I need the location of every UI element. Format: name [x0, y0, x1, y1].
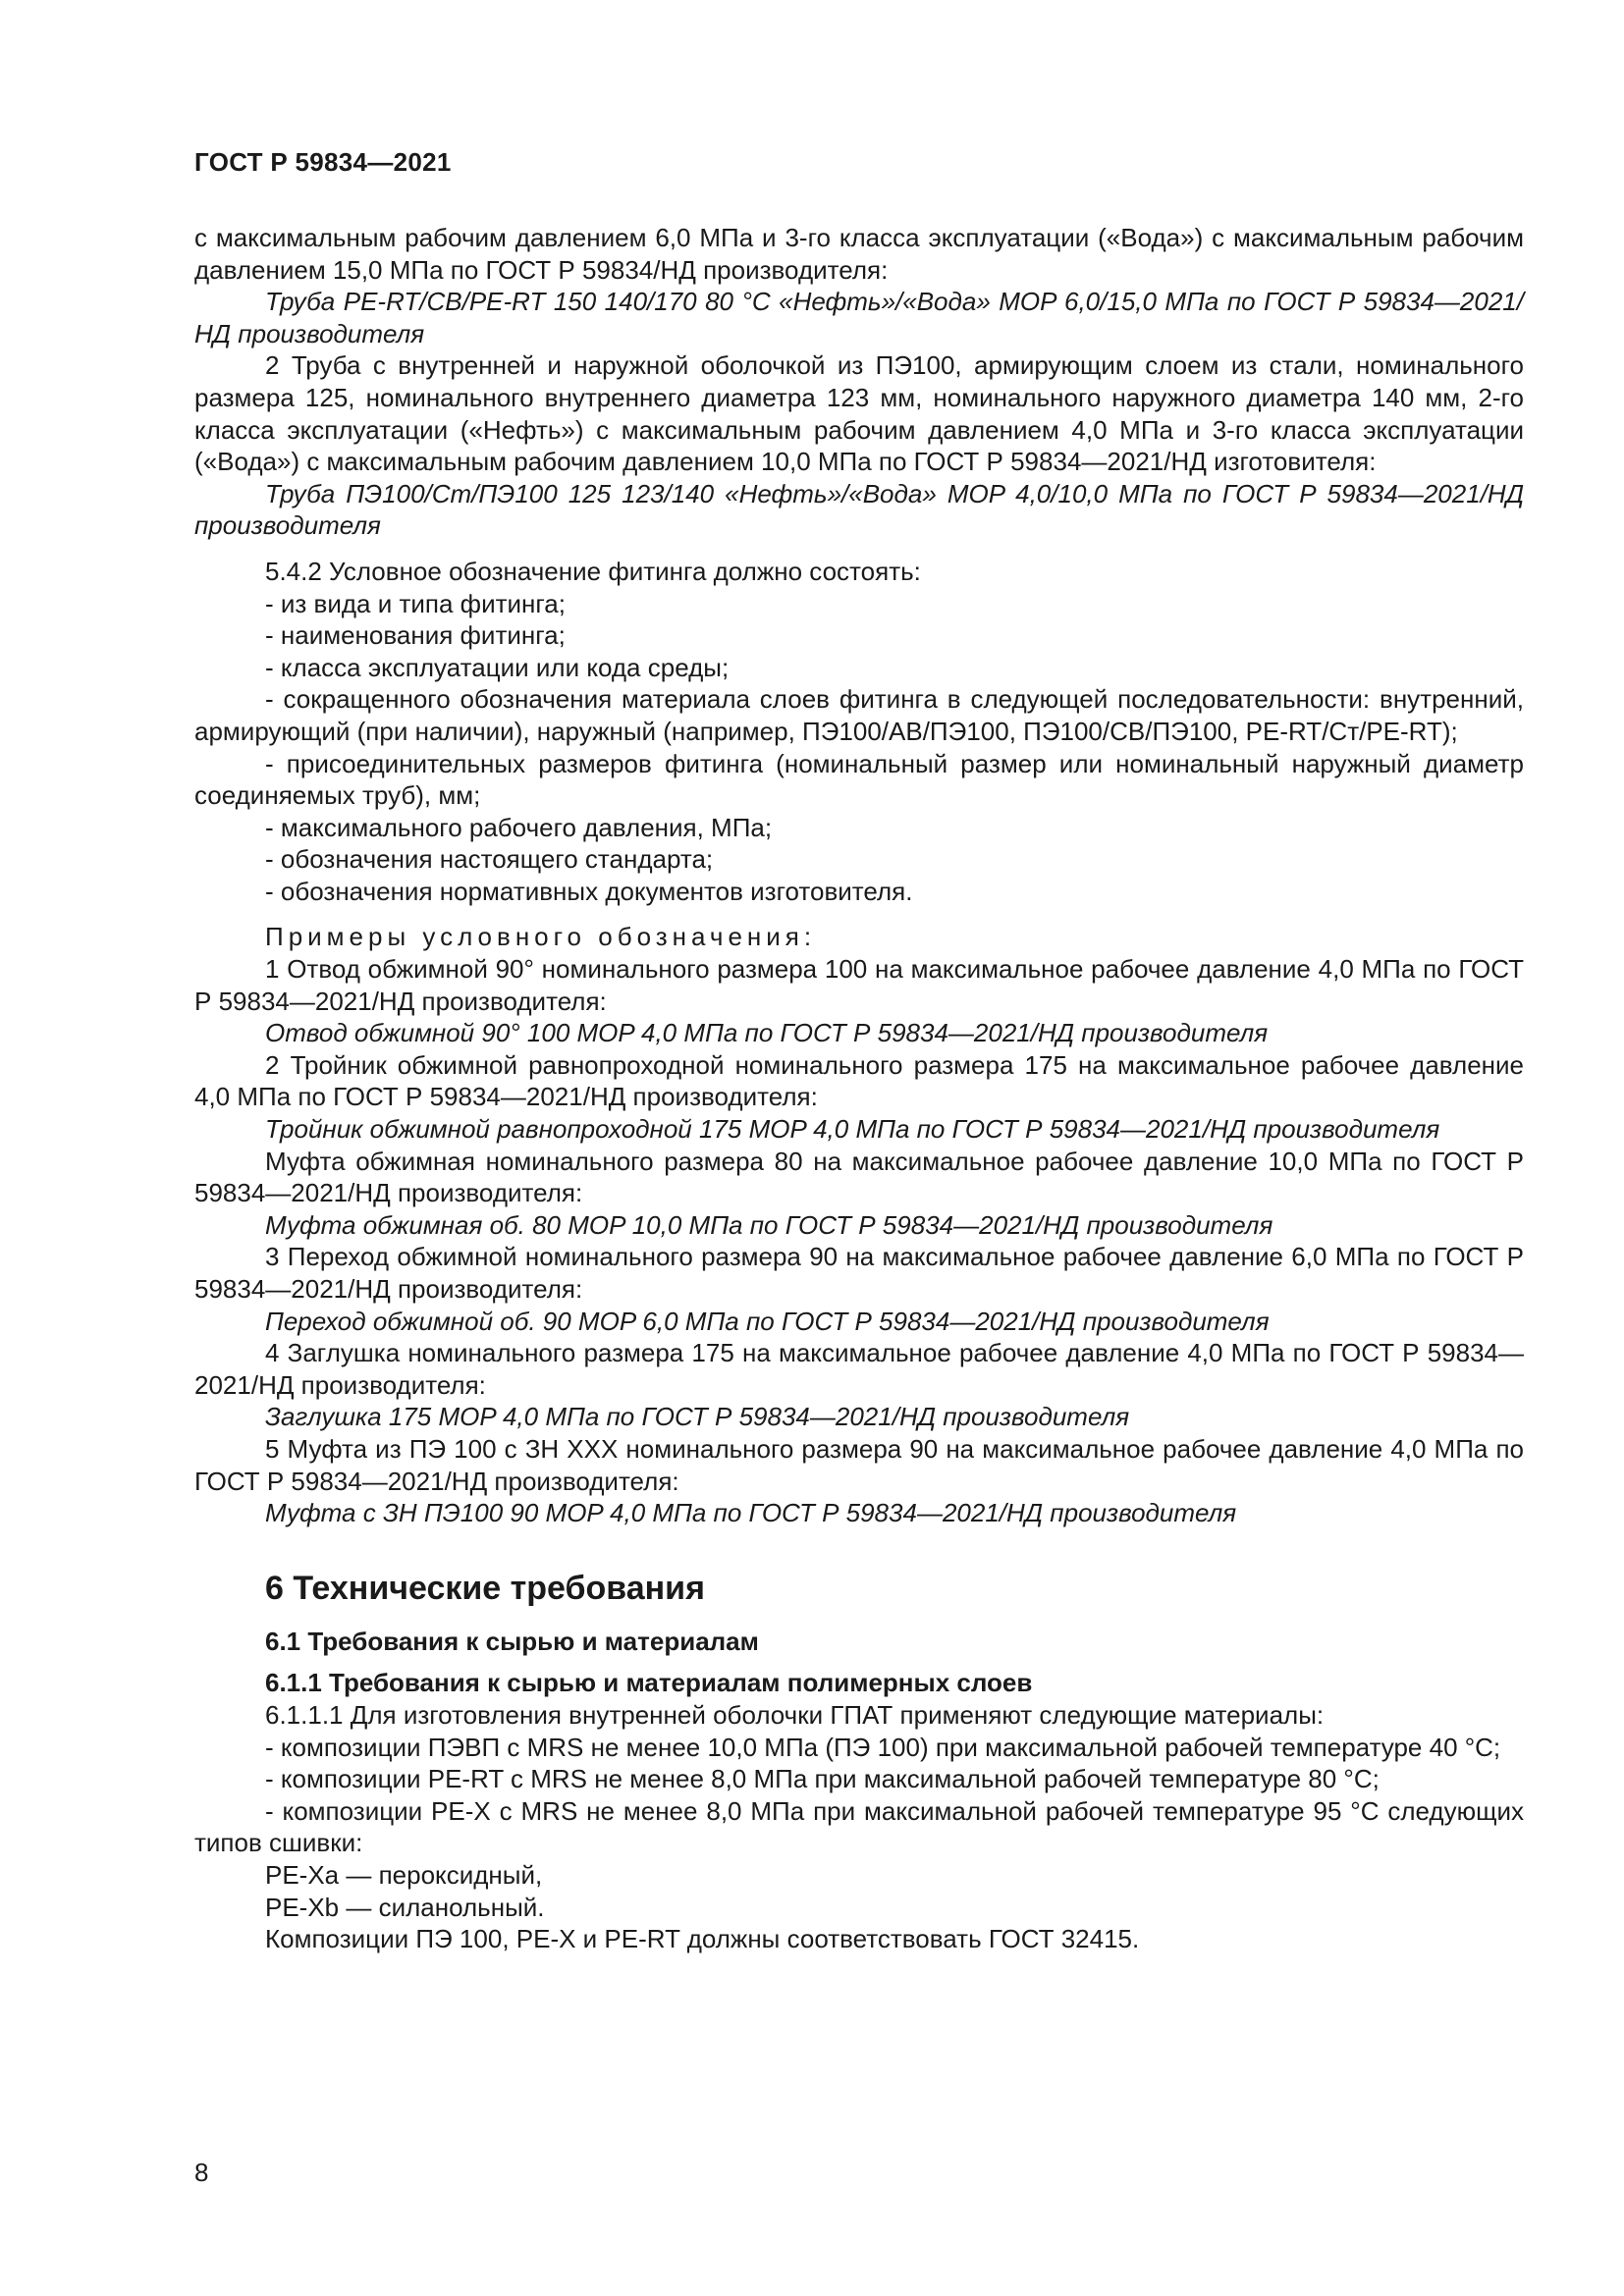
paragraph: 4 Заглушка номинального размера 175 на максимальное рабочее давление 4,0 МПа по ГОСТ Р 59834—2021/НД производителя:	[194, 1338, 1524, 1400]
paragraph: 6.1.1.1 Для изготовления внутренней оболочки ГПАТ применяют следующие материалы:	[265, 1699, 1325, 1730]
subsubsection-heading: 6.1.1 Требования к сырью и материалам полимерных слоев	[265, 1668, 1033, 1698]
section-heading: 6 Технические требования	[265, 1569, 705, 1607]
paragraph: 2 Тройник обжимной равнопроходной номинального размера 175 на максимальное рабочее давление 4,0 МПа по ГОСТ Р 59834—2021/НД производителя:	[194, 1049, 1524, 1112]
list-item: - наименования фитинга;	[265, 620, 566, 651]
document-header: ГОСТ Р 59834—2021	[194, 147, 452, 177]
subsection-heading: 6.1 Требования к сырью и материалам	[265, 1626, 759, 1656]
example-designation: Переход обжимной об. 90 MOP 6,0 МПа по ГОСТ Р 59834—2021/НД производителя	[265, 1306, 1270, 1336]
list-item: PE-Xa — пероксидный,	[265, 1859, 543, 1890]
example-designation: Отвод обжимной 90° 100 MOP 4,0 МПа по ГОСТ Р 59834—2021/НД производителя	[265, 1018, 1269, 1048]
paragraph: 3 Переход обжимной номинального размера 90 на максимальное рабочее давление 6,0 МПа по ГОСТ Р 59834—2021/НД производителя:	[194, 1242, 1524, 1304]
paragraph: Примеры условного обозначения:	[265, 922, 817, 952]
list-item: - максимального рабочего давления, МПа;	[265, 812, 773, 842]
paragraph: Муфта обжимная номинального размера 80 на максимальное рабочее давление 10,0 МПа по ГОСТ Р 59834—2021/НД производителя:	[194, 1146, 1524, 1208]
list-item: - обозначения настоящего стандарта;	[265, 844, 714, 875]
paragraph: - композиции PE-X с MRS не менее 8,0 МПа при максимальной рабочей температуре 95 °C следующих типов сшивки:	[194, 1795, 1524, 1858]
list-item: PE-Xb — силанольный.	[265, 1892, 545, 1922]
paragraph: - сокращенного обозначения материала слоев фитинга в следующей последовательности: внутренний, армирующий (при наличии), наружный (например, ПЭ100/AB/ПЭ100, ПЭ100/CB/ПЭ100, PE-RT/Ст/PE-RT);	[194, 684, 1524, 746]
example-designation: Муфта с ЗН ПЭ100 90 MOP 4,0 МПа по ГОСТ Р 59834—2021/НД производителя	[265, 1498, 1237, 1528]
example-designation: Тройник обжимной равнопроходной 175 MOP 4,0 МПа по ГОСТ Р 59834—2021/НД производителя	[265, 1114, 1440, 1145]
example-designation: Заглушка 175 MOP 4,0 МПа по ГОСТ Р 59834—2021/НД производителя	[265, 1402, 1130, 1432]
page-number: 8	[194, 2158, 209, 2187]
example-designation: Труба PE-RT/CB/PE-RT 150 140/170 80 °C «Нефть»/«Вода» MOP 6,0/15,0 МПа по ГОСТ Р 59834—2021/НД производителя	[194, 287, 1524, 348]
document-body	[194, 222, 1524, 1955]
paragraph: 5.4.2 Условное обозначение фитинга должно состоять:	[265, 556, 921, 586]
paragraph: 2 Труба с внутренней и наружной оболочкой из ПЭ100, армирующим слоем из стали, номинального размера 125, номинального внутреннего диаметра 123 мм, номинального наружного диаметра 140 мм, 2-го класса эксплуатации («Нефть») с максимальным рабочим давлением 4,0 МПа и 3-го класса эксплуатации («Вода») с максимальным рабочим давлением 10,0 МПа по ГОСТ Р 59834—2021/НД изготовителя:	[194, 350, 1524, 477]
list-item: - класса эксплуатации или кода среды;	[265, 652, 730, 682]
paragraph: с максимальным рабочим давлением 6,0 МПа и 3-го класса эксплуатации («Вода») с максимальным рабочим давлением 15,0 МПа по ГОСТ Р 59834/НД производителя:	[194, 223, 1524, 285]
example-designation: Труба ПЭ100/Ст/ПЭ100 125 123/140 «Нефть»/«Вода» MOP 4,0/10,0 МПа по ГОСТ Р 59834—2021/НД производителя	[194, 478, 1524, 541]
paragraph: 1 Отвод обжимной 90° номинального размера 100 на максимальное рабочее давление 4,0 МПа по ГОСТ Р 59834—2021/НД производителя:	[194, 954, 1524, 1016]
paragraph: 5 Муфта из ПЭ 100 с ЗН XXX номинального размера 90 на максимальное рабочее давление 4,0 МПа по ГОСТ Р 59834—2021/НД производителя:	[194, 1433, 1524, 1496]
list-item: Композиции ПЭ 100, PE-X и PE-RT должны соответствовать ГОСТ 32415.	[265, 1924, 1140, 1954]
list-item: - обозначения нормативных документов изготовителя.	[265, 876, 913, 906]
paragraph: - присоединительных размеров фитинга (номинальный размер или номинальный наружный диаметр соединяемых труб), мм;	[194, 748, 1524, 811]
example-designation: Муфта обжимная об. 80 MOP 10,0 МПа по ГОСТ Р 59834—2021/НД производителя	[265, 1209, 1273, 1240]
paragraph: - композиции PE-RT с MRS не менее 8,0 МПа при максимальной рабочей температуре 80 °C;	[265, 1764, 1380, 1794]
paragraph: - композиции ПЭВП с MRS не менее 10,0 МПа (ПЭ 100) при максимальной рабочей температуре 40 °C;	[265, 1732, 1501, 1762]
list-item: - из вида и типа фитинга;	[265, 588, 566, 618]
